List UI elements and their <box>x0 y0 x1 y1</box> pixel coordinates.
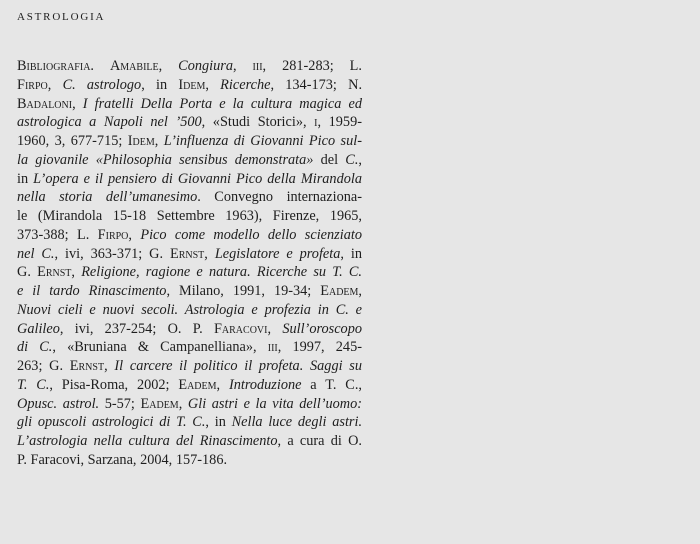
text-run: , <box>205 76 221 93</box>
text-run: , <box>154 133 164 149</box>
text-run: Nuovi cieli e nuovi secoli. Astrologia e profezia in C. e <box>17 301 362 318</box>
text-run: Firpo <box>97 226 129 243</box>
text-run: T. C. <box>17 376 50 393</box>
text-run: nel C. <box>17 245 55 262</box>
text-run: astrologica a Napoli nel ’500 <box>17 114 202 131</box>
bibliography-line <box>17 170 362 189</box>
text-run: Pico come modello dello scienziato <box>140 226 362 243</box>
text-run: . Convegno internaziona- <box>197 189 362 206</box>
text-run: , 281-283; L. <box>262 58 362 74</box>
text-run: , «Studi Storici», <box>201 114 315 131</box>
text-run: 373-388; L. <box>17 226 98 243</box>
bibliography-line <box>17 432 362 451</box>
text-run: a T. C., <box>301 376 362 393</box>
text-run: nella storia dell’umanesimo <box>17 189 198 206</box>
text-run: Eadem <box>140 395 179 412</box>
text-run: 5-57; <box>99 395 141 412</box>
text-run: , <box>158 58 179 74</box>
text-run <box>94 58 110 74</box>
bibliography-line <box>17 357 362 376</box>
text-run: , <box>216 376 229 393</box>
text-run: , <box>104 358 115 374</box>
text-run: , Milano, 1991, 19-34; <box>166 283 321 299</box>
text-run: Sull’oroscopo <box>282 320 362 337</box>
text-run: Introduzione <box>228 376 302 393</box>
text-run: Firpo <box>17 76 48 93</box>
running-head: ASTROLOGIA <box>17 11 106 23</box>
bibliography-paragraph <box>17 57 362 470</box>
text-run: L’astrologia nella cultura del Rinascimento <box>17 433 278 449</box>
text-run: , in <box>141 76 179 93</box>
bibliography-line <box>17 188 362 207</box>
text-run: G. <box>17 264 38 281</box>
text-run: Nella luce degli astri. <box>231 414 363 431</box>
text-run: Religione, ragione e natura. Ricerche su T. C. <box>81 264 362 281</box>
bibliography-line <box>17 413 362 432</box>
text-run: , 1997, 245- <box>277 339 362 356</box>
text-run: Faracovi <box>213 320 268 337</box>
text-run: Ricerche <box>220 76 271 93</box>
text-run: la giovanile «Philosophia sensibus demonstrata» <box>17 151 321 168</box>
text-run: , <box>204 245 215 262</box>
text-run: i <box>314 114 318 131</box>
bibliography-line <box>17 226 362 245</box>
text-run: Amabile <box>109 58 159 74</box>
text-run: L’influenza di Giovanni Pico sul- <box>163 133 362 149</box>
text-run: Ernst <box>170 245 205 262</box>
text-run: C. <box>345 151 359 168</box>
bibliography-line <box>17 282 362 301</box>
text-run: , Pisa-Roma, 2002; <box>49 376 179 393</box>
text-run: Bibliografia. <box>17 58 94 74</box>
text-run: 1960, 3, 677-715; <box>17 133 128 149</box>
text-run: e il tardo Rinascimento <box>17 283 167 299</box>
text-run: , <box>358 151 362 168</box>
bibliography-line <box>17 395 362 414</box>
text-run: Eadem <box>178 376 217 393</box>
text-run: Congiura <box>178 58 233 74</box>
text-run: , «Bruniana & Campanelliana», <box>52 339 268 356</box>
text-run: , in <box>340 245 363 262</box>
bibliography-line <box>17 245 362 264</box>
text-run: , <box>267 320 283 337</box>
text-run: , <box>233 58 253 74</box>
text-run: Il carcere il politico il profeta. Saggi su <box>114 358 363 374</box>
bibliography-line <box>17 151 362 170</box>
text-run: Eadem <box>320 283 359 299</box>
text-run: Legislatore e profeta <box>214 245 341 262</box>
text-run: Ernst <box>69 358 105 374</box>
text-run: , 1959- <box>317 114 362 131</box>
text-run: iii <box>267 339 278 356</box>
text-run: Badaloni <box>17 95 73 112</box>
text-run: Opusc. astrol. <box>17 395 100 412</box>
bibliography-line <box>17 263 362 282</box>
bibliography-line <box>17 57 362 76</box>
text-run: , in <box>205 414 232 431</box>
text-run: le (Mirandola 15-18 Settembre 1963), Firenze, 1965, <box>17 208 362 224</box>
text-run: iii <box>252 58 263 74</box>
bibliography-line <box>17 76 362 95</box>
bibliography-line <box>17 376 362 395</box>
text-run: L’opera e il pensiero di Giovanni Pico della Mirandola <box>33 170 362 187</box>
text-run: , <box>178 395 188 412</box>
text-run: Idem <box>127 133 155 149</box>
bibliography-line <box>17 451 362 470</box>
text-run: del <box>320 151 346 168</box>
text-run: , a cura di O. <box>277 433 362 449</box>
text-run: Galileo <box>17 320 60 337</box>
text-run: , <box>358 283 362 299</box>
text-run: Gli astri e la vita dell’uomo: <box>187 395 363 412</box>
text-run: Idem <box>178 76 206 93</box>
text-run: , <box>128 226 141 243</box>
bibliography-line <box>17 132 362 151</box>
text-run: gli opuscoli astrologici di T. C. <box>17 414 206 431</box>
bibliography-line <box>17 320 362 339</box>
text-run: , <box>71 264 82 281</box>
text-run: , ivi, 363-371; G. <box>54 245 170 262</box>
bibliography-line <box>17 95 362 114</box>
bibliography-line <box>17 301 362 320</box>
text-run: di C. <box>17 339 53 356</box>
text-run: P. Faracovi, Sarzana, 2004, 157-186. <box>17 451 228 468</box>
text-run: C. astrologo <box>62 76 142 93</box>
text-run: 263; G. <box>17 358 70 374</box>
text-run: , ivi, 237-254; O. P. <box>59 320 214 337</box>
text-run: Ernst <box>37 264 72 281</box>
text-run: , 134-173; N. <box>270 76 363 93</box>
text-run: I fratelli Della Porta e la cultura magica ed <box>82 95 362 112</box>
bibliography-line <box>17 113 362 132</box>
bibliography-line <box>17 338 362 357</box>
text-run: , <box>47 76 63 93</box>
bibliography-line <box>17 207 362 226</box>
text-run: in <box>17 170 34 187</box>
text-run: , <box>72 95 83 112</box>
